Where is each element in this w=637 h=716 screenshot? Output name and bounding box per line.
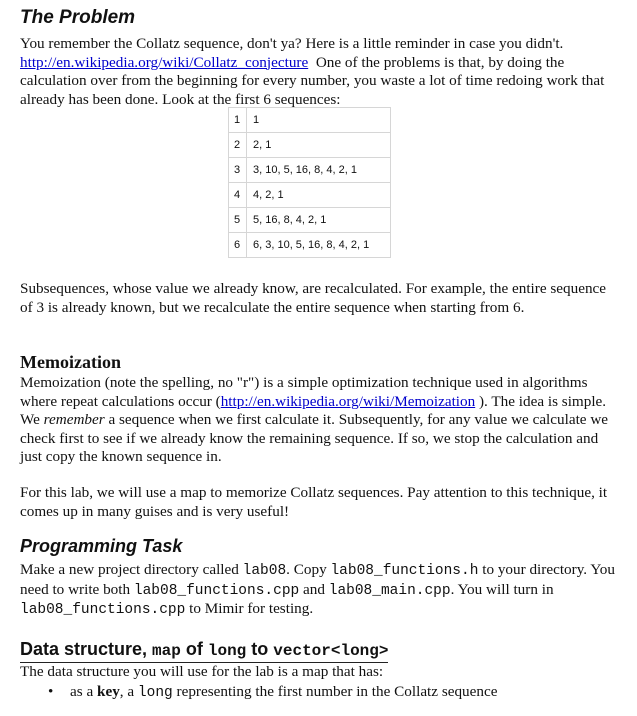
problem-paragraph-1: You remember the Collatz sequence, don't ya? Here is a little reminder in case you didn't. http://en.wikipedia.org/wiki/Collatz_conjecture One of the problems is that, by doing the calculation over from the beginning for every number, you waste a lot of time redoing work that already has been done. Look at the first 6 sequences: bbox=[20, 35, 605, 108]
data-structure-heading: Data structure, map of long to vector<long> bbox=[20, 638, 388, 663]
table-row: 3 3, 10, 5, 16, 8, 4, 2, 1 bbox=[229, 158, 391, 183]
memoization-paragraph-1: Memoization (note the spelling, no "r") is a simple optimization technique used in algorithms where repeat calculations occur (http://en.wikipedia.org/wiki/Memoization ). The idea is simple. We remember a sequence when we first calculate it. Subsequently, for any value we calculate we check first to see if we already know the remaining sequence. If so, we stop the calculation and just copy the known sequence in. bbox=[20, 374, 609, 465]
list-item: • as a key, a long representing the first number in the Collatz sequence bbox=[48, 683, 498, 701]
memoization-link[interactable]: http://en.wikipedia.org/wiki/Memoization bbox=[220, 392, 476, 410]
table-row: 5 5, 16, 8, 4, 2, 1 bbox=[229, 208, 391, 233]
collatz-link[interactable]: http://en.wikipedia.org/wiki/Collatz_conjecture bbox=[20, 53, 309, 71]
data-structure-list bbox=[20, 683, 497, 702]
programming-task-heading: Programming Task bbox=[20, 536, 183, 556]
table-row: 1 1 bbox=[229, 108, 391, 133]
memoization-heading: Memoization bbox=[20, 352, 121, 372]
table-row: 6 6, 3, 10, 5, 16, 8, 4, 2, 1 bbox=[229, 233, 391, 258]
table-row: 2 2, 1 bbox=[229, 133, 391, 158]
programming-task-paragraph: Make a new project directory called lab08. Copy lab08_functions.h to your directory. You need to write both lab08_functions.cpp and lab08_main.cpp. You will turn in lab08_functions.cpp to Mimir for testing. bbox=[20, 561, 615, 618]
problem-paragraph-2: Subsequences, whose value we already know, are recalculated. For example, the entire sequence of 3 is already known, but we recalculate the entire sequence when starting from 6. bbox=[20, 280, 607, 316]
collatz-sequence-table bbox=[228, 107, 391, 258]
data-structure-paragraph: The data structure you will use for the lab is a map that has: bbox=[20, 663, 384, 680]
memoization-paragraph-2: For this lab, we will use a map to memorize Collatz sequences. Pay attention to this technique, it comes up in many guises and is very useful! bbox=[20, 484, 608, 520]
problem-heading: The Problem bbox=[20, 7, 136, 28]
bullet-icon: • bbox=[48, 683, 54, 700]
table-row: 4 4, 2, 1 bbox=[229, 183, 391, 208]
